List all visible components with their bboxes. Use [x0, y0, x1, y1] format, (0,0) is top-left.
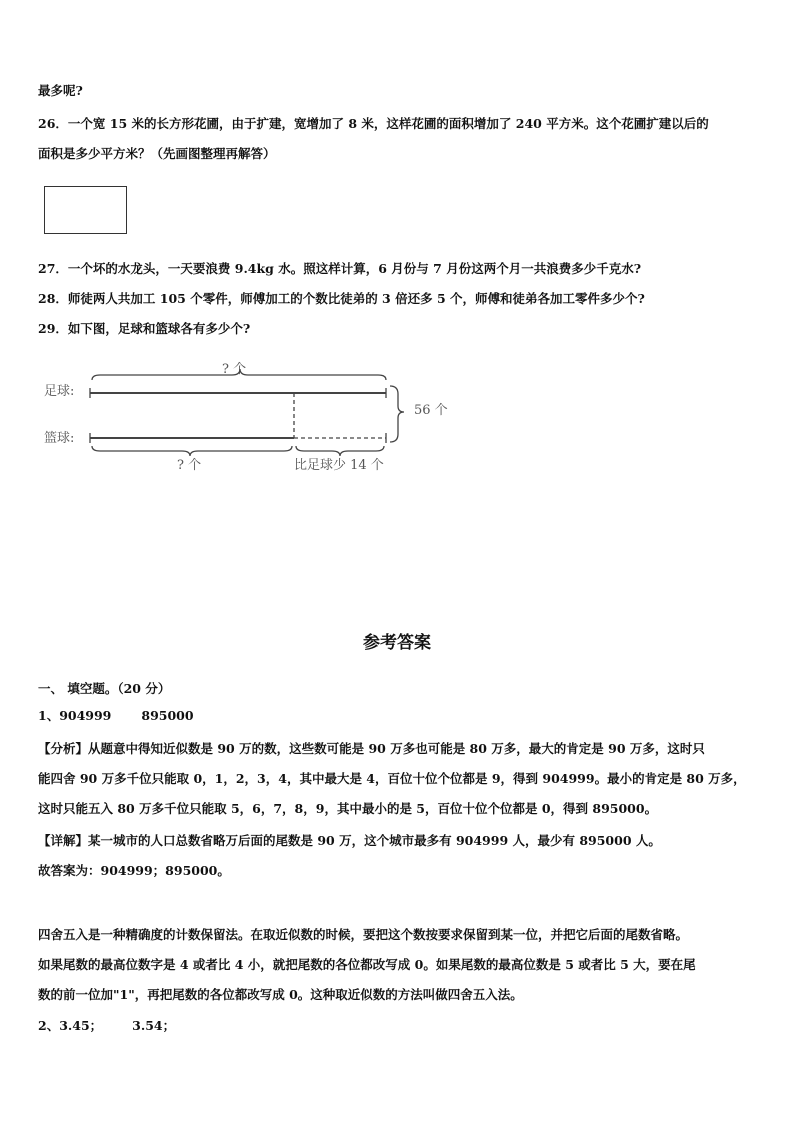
- question-26-line2: 面积是多少平方米？（先画图整理再解答）: [38, 146, 276, 161]
- question-28: 28．师徒两人共加工 105 个零件，师傅加工的个数比徒弟的 3 倍还多 5 个，师傅和徒弟各加工零件多少个?: [38, 291, 645, 306]
- section-heading: 一、 填空题。（20 分）: [38, 681, 171, 696]
- football-label: 足球:: [44, 384, 75, 399]
- difference-bottom-brace: [296, 446, 384, 456]
- line-segment-diagram: [40, 356, 470, 481]
- answer-1: [38, 707, 194, 725]
- note-line3: 数的前一位加"1"，再把尾数的各位都改写成 0。这种取近似数的方法叫做四舍五入法。: [38, 987, 523, 1002]
- answer-1-value1: 1、904999: [38, 708, 112, 723]
- answer-2-value2: 3.54；: [132, 1018, 176, 1033]
- difference-label: 比足球少 14 个: [294, 458, 384, 473]
- bottom-question-label: ? 个: [177, 458, 202, 473]
- question-tail: 最多呢?: [38, 83, 83, 98]
- answer-1-value2: 895000: [141, 708, 194, 723]
- answer-title: 参考答案: [363, 633, 431, 653]
- analysis-line2: 能四舍 90 万多千位只能取 0，1，2，3，4，其中最大是 4，百位十位个位都是 9，得到 904999。最小的肯定是 80 万多，: [38, 771, 746, 786]
- note-line2: 如果尾数的最高位数字是 4 或者比 4 小，就把尾数的各位都改写成 0。如果尾数的最高位数是 5 或者比 5 大，要在尾: [38, 957, 696, 972]
- answer-2-value1: 2、3.45；: [38, 1018, 103, 1033]
- note-line1: 四舍五入是一种精确度的计数保留法。在取近似数的时候，要把这个数按要求保留到某一位，并把它后面的尾数省略。: [38, 927, 689, 942]
- question-29: 29．如下图，足球和篮球各有多少个?: [38, 321, 251, 336]
- basketball-bottom-brace: [92, 446, 292, 456]
- answer-2: [38, 1017, 175, 1035]
- drawing-box: [44, 186, 127, 234]
- analysis-line3: 这时只能五入 80 万多千位只能取 5，6，7，8，9，其中最小的是 5，百位十位个位都是 0，得到 895000。: [38, 801, 658, 816]
- detail-line: 【详解】某一城市的人口总数省略万后面的尾数是 90 万，这个城市最多有 904999 人，最少有 895000 人。: [38, 833, 661, 848]
- basketball-label: 篮球:: [44, 431, 75, 446]
- top-question-label: ? 个: [222, 362, 247, 377]
- analysis-line1: 【分析】从题意中得知近似数是 90 万的数，这些数可能是 90 万多也可能是 80 万多，最大的肯定是 90 万多，这时只: [38, 741, 705, 756]
- question-27: 27．一个坏的水龙头，一天要浪费 9.4kg 水。照这样计算，6 月份与 7 月份这两个月一共浪费多少千克水?: [38, 261, 642, 276]
- total-label: 56 个: [414, 403, 448, 418]
- result-line: 故答案为：904999；895000。: [38, 863, 230, 878]
- question-26-line1: 26．一个宽 15 米的长方形花圃，由于扩建，宽增加了 8 米，这样花圃的面积增加了 240 平方米。这个花圃扩建以后的: [38, 116, 709, 131]
- total-right-brace: [390, 386, 404, 442]
